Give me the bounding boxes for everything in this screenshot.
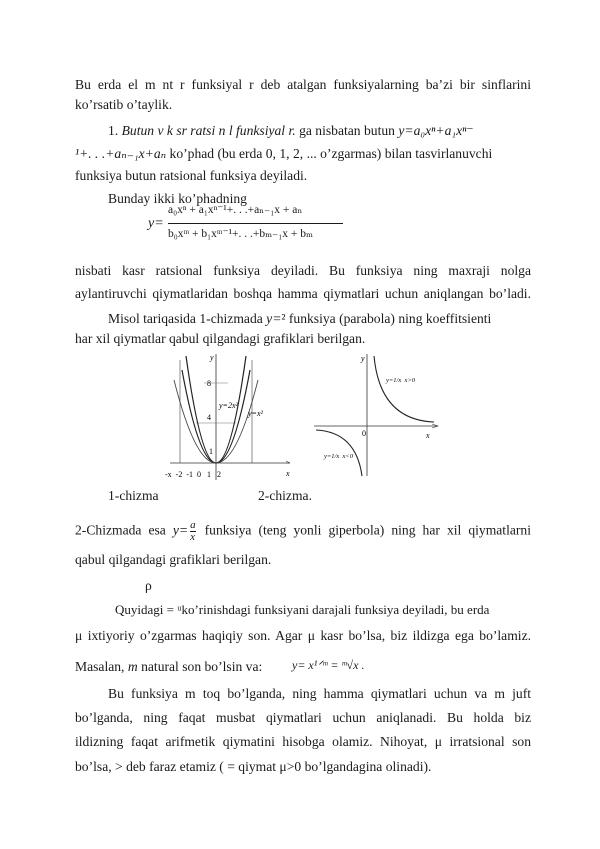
figure-hyperbola — [312, 350, 442, 480]
text-fragment: funksiya (teng yonli giperbola) ning har xil qiymatlarni — [197, 522, 531, 538]
y-axis-label: y — [210, 353, 214, 362]
text-line — [108, 122, 531, 140]
text-line: funksiya butun ratsional funksiya deyiladi. — [75, 168, 308, 183]
text-line — [75, 145, 531, 163]
hyperbola-branch-positive — [374, 356, 434, 422]
figure-parabolas — [160, 350, 295, 485]
text-line: bo’lganda, ning faqat musbat qiymatlari uchun aniqlanadi. Bu holda biz — [75, 710, 531, 725]
text-fragment: ² funksiya (parabola) ning koeffitsienti — [281, 311, 492, 326]
rho-symbol: ρ — [145, 578, 152, 593]
fraction-denominator: x — [190, 531, 195, 543]
label-upper-branch: y=1/x x>0 — [386, 377, 415, 384]
x-axis-label: x — [426, 431, 430, 440]
label-2x2: y=2x² — [219, 401, 238, 410]
text-fragment: ga nisbatan butun — [295, 123, 399, 138]
y-axis-label: y — [361, 354, 365, 363]
root-formula: y= x¹ᐟᵐ = ᵐ√x . — [292, 658, 365, 672]
fraction-numerator: a — [190, 519, 196, 531]
text-fragment: Misol tariqasida 1-chizmada — [108, 311, 267, 326]
polynomial-formula: y=a₀xⁿ+a₁xⁿ⁻ — [398, 123, 474, 138]
fraction-bar — [168, 223, 343, 224]
text-fragment: 2-Chizmada esa — [75, 522, 173, 538]
label-x2: y=x² — [248, 409, 263, 418]
text-line: har xil qiymatlar qabul qilgandagi grafiklari berilgan. — [75, 331, 366, 346]
text-line: bo’lsa, > deb faraz etamiz ( = qiymat μ>0 bo’lgandagina olinadi). — [75, 759, 432, 774]
label-lower-branch: y=1/x x<0 — [324, 453, 353, 460]
text-fragment: ko’phad (bu erda 0, 1, 2, ... o’zgarmas) bilan tasvirlanuvchi — [166, 146, 493, 161]
x-ticks: -x -2 -1 0 1 2 — [165, 470, 221, 479]
list-number: 1. — [108, 123, 122, 138]
text-fragment: natural son bo’lsin va: — [137, 659, 263, 674]
text-line: Bu erda el m nt r funksiyal r deb atalgan funksiyalarning ba’zi bir sinflarini — [75, 77, 531, 92]
polynomial-formula-cont: ¹+. . .+aₙ₋₁x+aₙ — [75, 146, 167, 161]
origin-label: 0 — [362, 429, 366, 438]
text-line — [108, 310, 531, 328]
text-line: Bunday ikki ko’phadning — [108, 191, 247, 206]
text-line: μ ixtiyoriy o’zgarmas haqiqiy son. Agar μ kasr bo’lsa, biz ildizga ega bo’lamiz. — [75, 628, 531, 643]
section-heading: Butun v k sr ratsi n l funksiyal r. — [121, 123, 296, 138]
variable-m: m — [127, 659, 138, 674]
text-line: Bu funksiya m toq bo’lganda, ning hamma qiymatlari uchun va m juft — [108, 686, 531, 701]
tick-8: 8 — [207, 379, 211, 388]
text-line: qabul qilgandagi grafiklari berilgan. — [75, 552, 272, 567]
formula-denominator: b₀xᵐ + b₁xᵐ⁻¹+. . .+bₘ₋₁x + bₘ — [168, 228, 314, 240]
tick-4: 4 — [207, 413, 211, 422]
text-line: aylantiruvchi qiymatlaridan boshqa hamma qiymatlari uchun aniqlangan bo’ladi. — [75, 286, 531, 301]
rational-function-formula — [148, 202, 348, 250]
x-axis-label: x — [286, 469, 290, 478]
text-line: nisbati kasr ratsional funksiya deyiladi. Bu funksiya ning maxraji nolga — [75, 263, 531, 278]
text-line: Quyidagi = ᵘko’rinishdagi funksiyani darajali funksiya deyiladi, bu erda — [115, 602, 490, 617]
tick-1: 1 — [209, 447, 213, 456]
inline-fraction — [190, 520, 196, 543]
formula-numerator: a₀xⁿ + a₁xⁿ⁻¹+. . .+aₙ₋₁x + aₙ — [168, 204, 303, 216]
figure-caption-1: 1-chizma — [108, 488, 159, 503]
text-line: ildizning faqat arifmetik qiymatini hisobga olamiz. Nihoyat, μ irratsional son — [75, 734, 531, 749]
text-fragment: Masalan, — [75, 659, 128, 674]
text-line — [75, 520, 531, 543]
figure-caption-2: 2-chizma. — [258, 488, 312, 503]
text-line: ko’rsatib o’taylik. — [75, 97, 173, 112]
formula-inline: y= — [266, 311, 282, 326]
formula-lhs: y= — [148, 216, 164, 231]
formula-inline: y= — [172, 522, 189, 538]
